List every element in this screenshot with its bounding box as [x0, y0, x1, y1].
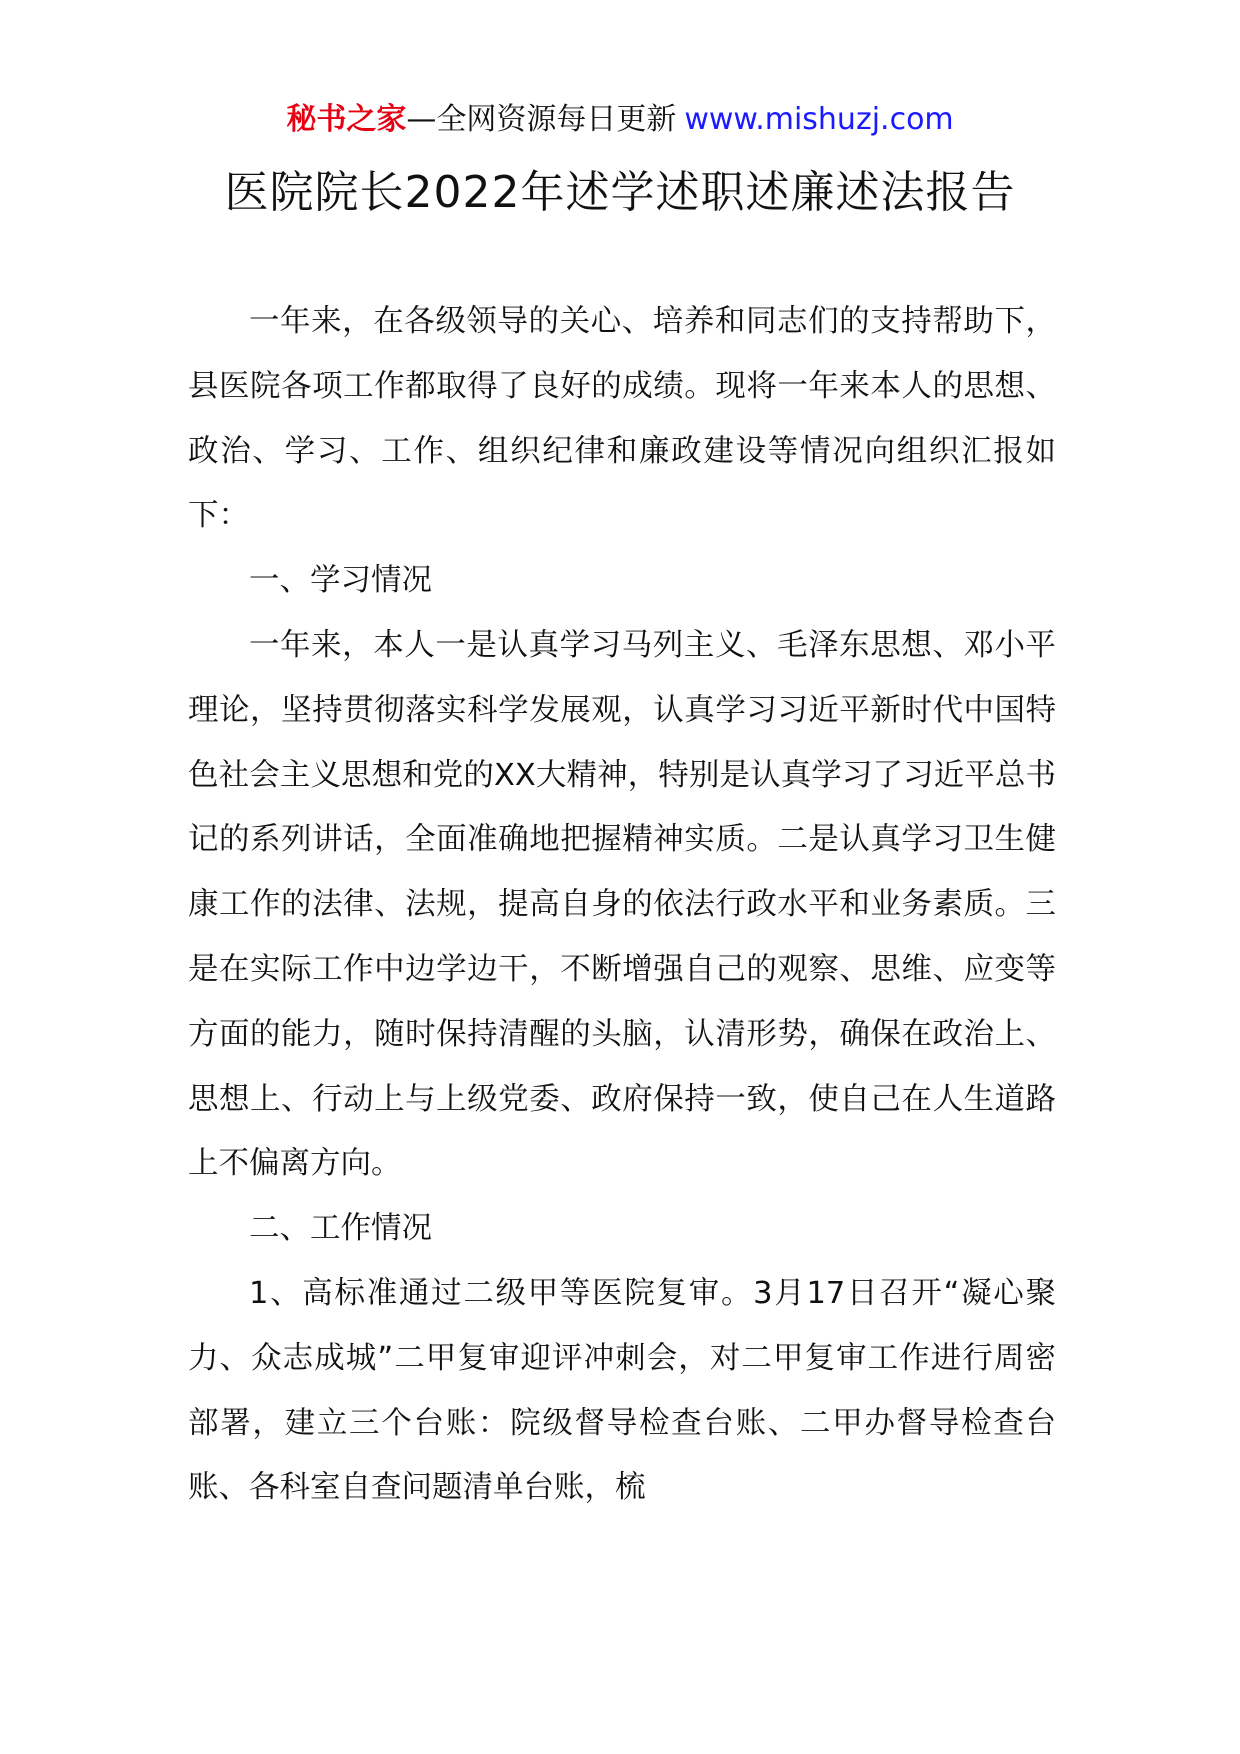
document-title: 医院院长2022年述学述职述廉述法报告: [224, 167, 1016, 218]
paragraph-intro: 一年来，在各级领导的关心、培养和同志们的支持帮助下，县医院各项工作都取得了良好的成绩。现将一年来本人的思想、政治、学习、工作、组织纪律和廉政建设等情况向组织汇报如下：: [188, 304, 1056, 534]
section-heading-work: 二、工作情况: [249, 1211, 432, 1247]
brand-name: 秘书之家: [286, 102, 407, 137]
paragraph-work-1: 1、高标准通过二级甲等医院复审。3月17日召开“凝心聚力、众志成城”二甲复审迎评冲刺会，对二甲复审工作进行周密部署，建立三个台账：院级督导检查台账、二甲办督导检查台账、各科室自查问题清单台账，梳: [188, 1275, 1056, 1506]
section-heading-study: 一、学习情况: [249, 563, 432, 599]
paragraph-study: 一年来，本人一是认真学习马列主义、毛泽东思想、邓小平理论，坚持贯彻落实科学发展观，认真学习习近平新时代中国特色社会主义思想和党的XX大精神，特别是认真学习了习近平总书记的系列讲话，全面准确地把握精神实质。二是认真学习卫生健康工作的法律、法规，提高自身的依法行政水平和业务素质。三是在实际工作中边学边干，不断增强自己的观察、思维、应变等方面的能力，随时保持清醒的头脑，认清形势，确保在政治上、思想上、行动上与上级党委、政府保持一致，使自己在人生道路上不偏离方向。: [188, 627, 1056, 1182]
site-header: [0, 100, 1240, 140]
document-body: [188, 290, 1056, 1521]
header-slogan: —全网资源每日更新: [406, 102, 677, 137]
site-url-link[interactable]: www.mishuzj.com: [684, 102, 954, 137]
